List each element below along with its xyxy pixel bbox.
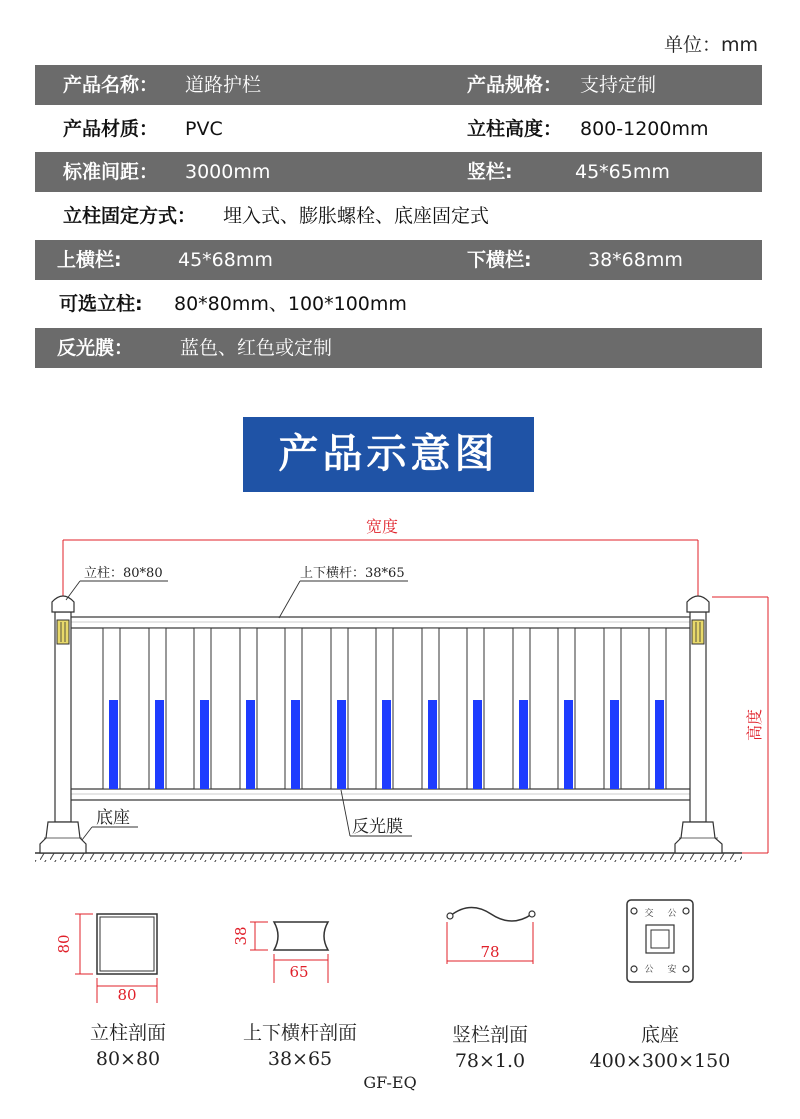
reflective-film [519,700,528,789]
rail-label: 上下横杆：38*65 [300,566,405,581]
base-section-caption [580,1022,740,1074]
bar-section-name: 竖栏剖面 [451,1024,528,1046]
spec-value: 45*65mm [575,161,670,183]
rail-callout [279,565,408,618]
spec-label: 可选立柱: [59,293,143,315]
vertical-bar [604,628,621,789]
spec-value: 支持定制 [580,74,657,96]
right-post [675,596,722,853]
base-section-size: 400×300×150 [589,1050,731,1072]
vertical-bar [240,628,257,789]
spec-value: 3000mm [185,161,271,183]
post-section-drawing [55,914,157,1004]
rail-section-caption [220,1020,380,1072]
base-label: 底座 [96,808,130,828]
post-callout [66,565,168,600]
rail-section-size: 38×65 [267,1048,333,1070]
spec-value: 埋入式、膨胀螺栓、底座固定式 [223,205,490,227]
spec-value: 800-1200mm [580,118,709,140]
post-section-caption [68,1020,188,1072]
vertical-bar [422,628,439,789]
base-text-tl: 交 [644,909,654,919]
spec-value: 道路护栏 [185,74,262,96]
spec-label: 竖栏: [467,161,513,183]
spec-value: 蓝色、红色或定制 [180,337,333,359]
spec-value: 80*80mm、100*100mm [174,293,407,315]
reflective-film [155,700,164,789]
base-text-br: 安 [667,965,677,975]
film-label: 反光膜 [352,817,403,837]
vertical-bar [376,628,393,789]
model-code: GF-EQ [363,1073,417,1092]
spec-label: 立柱高度： [467,118,563,140]
rail-section-name: 上下横杆剖面 [242,1022,357,1044]
spec-label: 反光膜： [57,337,134,359]
bottom-rail [70,789,696,800]
vertical-bar [285,628,302,789]
reflective-film [473,700,482,789]
base-text-bl: 公 [644,965,654,975]
left-post [40,596,86,853]
base-callout [82,808,138,840]
bar-section-size: 78×1.0 [454,1050,526,1072]
reflective-film [246,700,255,789]
spec-value: 45*68mm [178,249,273,271]
spec-label: 立柱固定方式： [63,205,197,227]
reflective-film [200,700,209,789]
top-rail [70,617,696,628]
vertical-bar [558,628,575,789]
rail-section-height: 38 [232,926,250,946]
bar-section-caption [430,1022,550,1074]
bar-section-width: 78 [480,943,500,961]
spec-label: 产品名称： [63,74,159,96]
vertical-bar [649,628,666,789]
width-dimension [63,517,698,600]
height-label: 高度 [745,708,764,742]
vertical-bar [331,628,348,789]
rail-section-width: 65 [289,963,309,981]
reflective-film [655,700,664,789]
height-dimension [712,597,768,853]
bar-section-drawing [447,907,535,964]
post-section-height: 80 [55,934,73,954]
reflective-film [291,700,300,789]
spec-label: 标准间距： [63,161,159,183]
rail-section-drawing [232,922,328,983]
post-section-name: 立柱剖面 [89,1022,166,1044]
vertical-bar [467,628,484,789]
vertical-bar [513,628,530,789]
unit-note: 单位：mm [663,34,758,56]
vertical-bar [149,628,166,789]
spec-label: 产品材质： [63,118,159,140]
vertical-bars [103,628,666,789]
spec-value: 38*68mm [588,249,683,271]
post-label: 立柱：80*80 [84,566,163,581]
reflective-film [564,700,573,789]
section-title: 产品示意图 [243,417,534,492]
post-section-width: 80 [117,986,137,1004]
vertical-bar [194,628,211,789]
base-section-name: 底座 [640,1024,679,1046]
reflective-film [428,700,437,789]
reflective-film [610,700,619,789]
vertical-bar [103,628,120,789]
post-section-size: 80×80 [95,1048,161,1070]
ground [35,853,742,862]
reflective-film [337,700,346,789]
reflective-film [109,700,118,789]
spec-label: 下横栏: [467,249,532,271]
spec-label: 上横栏: [57,249,122,271]
base-plate-drawing [627,900,693,982]
spec-label: 产品规格： [467,74,563,96]
spec-value: PVC [185,118,223,140]
width-label: 宽度 [365,517,399,536]
reflective-film [382,700,391,789]
base-text-tr: 公 [667,909,677,919]
